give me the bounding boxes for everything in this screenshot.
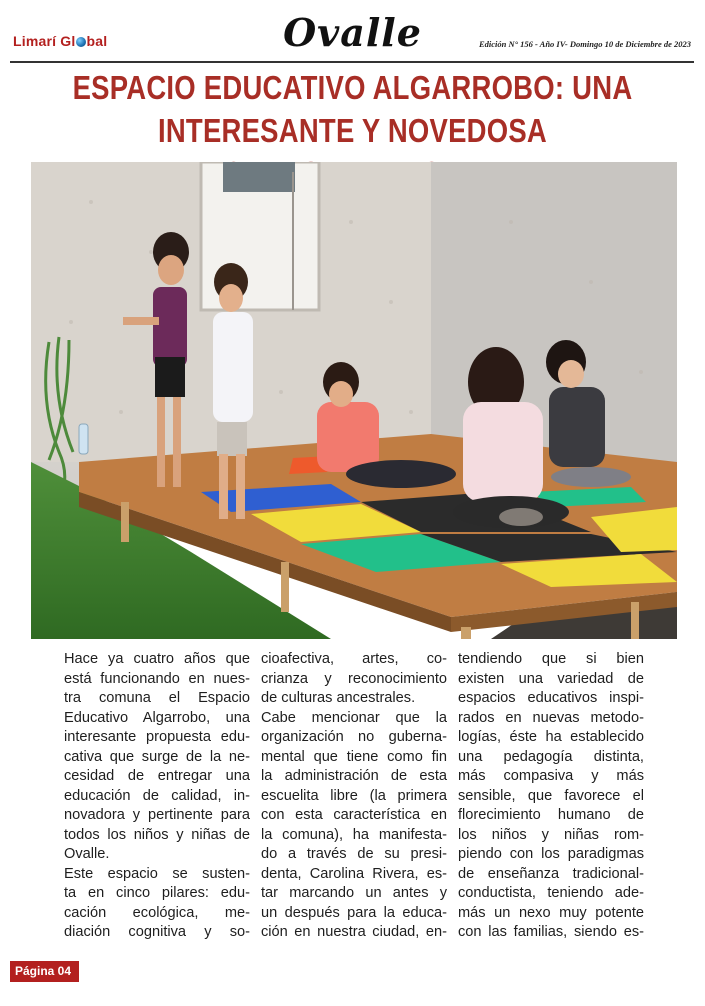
city-title: Ovalle bbox=[283, 10, 422, 55]
text-line: una pedagogía distinta, bbox=[458, 748, 644, 765]
article-body bbox=[64, 650, 649, 950]
masthead bbox=[0, 0, 705, 66]
text-line: escuelita libre (la primera bbox=[261, 787, 447, 804]
text-column-2 bbox=[261, 650, 447, 943]
edition-info: Edición N° 156 - Año IV- Domingo 10 de Diciembre de 2023 bbox=[478, 39, 691, 49]
text-line: mental que tiene como fin bbox=[261, 748, 447, 765]
text-line: denta, Carolina Rivera, es- bbox=[261, 865, 447, 882]
text-line: con esta característica en bbox=[261, 807, 447, 823]
text-line: Educativo Algarrobo, una bbox=[64, 709, 250, 726]
text-line: más compasiva y más bbox=[458, 768, 644, 784]
text-line: más un nexo muy potente bbox=[458, 904, 644, 921]
text-line: conductista, teniendo ade- bbox=[458, 885, 644, 901]
text-line: la administración de esta bbox=[261, 768, 447, 784]
article-photo bbox=[31, 162, 677, 639]
text-line: Cabe mencionar que la bbox=[261, 709, 447, 726]
text-line: la comuna), ha manifesta- bbox=[261, 826, 447, 843]
text-line: los niños y niñas rom- bbox=[458, 826, 644, 843]
text-line: Este espacio se susten- bbox=[64, 865, 250, 882]
text-line: novadora y pertinente para bbox=[64, 807, 250, 823]
text-line: ta en cinco pilares: edu- bbox=[64, 885, 250, 901]
text-line: tar marcando un antes y bbox=[261, 885, 447, 901]
text-line: crianza y reconocimiento bbox=[261, 670, 447, 687]
headline-line-2: INTERESANTE Y NOVEDOSA bbox=[157, 113, 548, 150]
text-line: organización no guberna- bbox=[261, 729, 447, 745]
text-column-3 bbox=[458, 650, 644, 943]
text-line: ción en nuestra ciudad, en- bbox=[261, 924, 447, 940]
text-line: está funcionando en nues- bbox=[64, 670, 250, 687]
headline-line-1: ESPACIO EDUCATIVO ALGARROBO: UNA bbox=[72, 70, 633, 107]
text-line: cioafectiva, artes, co- bbox=[261, 651, 447, 667]
text-line: existen una variedad de bbox=[458, 670, 644, 687]
text-line: cación ecológica, me- bbox=[64, 904, 250, 921]
text-line: tendiendo que si bien bbox=[458, 651, 644, 667]
text-line: Ovalle. bbox=[64, 846, 110, 862]
text-column-1 bbox=[64, 650, 250, 943]
text-line: de culturas ancestrales. bbox=[261, 690, 416, 706]
text-line: con las familias, siendo es- bbox=[458, 924, 644, 940]
text-line: diación cognitiva y so- bbox=[64, 924, 250, 940]
text-line: piendo con los paradigmas bbox=[458, 846, 644, 862]
brand-suffix: bal bbox=[86, 33, 108, 49]
text-line: logías, éste ha establecido bbox=[458, 729, 644, 745]
text-line: de enseñanza tradicional- bbox=[458, 865, 644, 882]
text-line: rados en nuevas metodo- bbox=[458, 709, 644, 726]
text-line: interesante propuesta edu- bbox=[64, 729, 250, 745]
text-line: cativa que surge de la ne- bbox=[64, 748, 250, 765]
text-line: espacios educativos inspi- bbox=[458, 690, 644, 706]
text-line: florecimiento humano de bbox=[458, 807, 644, 823]
children-on-mats-illustration bbox=[31, 162, 677, 639]
text-line: un después para la educa- bbox=[261, 904, 447, 921]
header-divider bbox=[10, 61, 694, 63]
text-line: do a través de su presi- bbox=[261, 846, 447, 862]
text-line: sensible, que favorece el bbox=[458, 787, 644, 804]
text-line: tra comuna el Espacio bbox=[64, 690, 250, 706]
page-number-badge: Página 04 bbox=[10, 961, 79, 982]
text-line: cesidad de entregar una bbox=[64, 768, 250, 784]
text-line: educación de calidad, in- bbox=[64, 787, 250, 804]
text-line: todos los niños y niñas de bbox=[64, 826, 250, 843]
brand-prefix: Limarí Gl bbox=[13, 33, 76, 49]
text-line: Hace ya cuatro años que bbox=[64, 651, 250, 667]
